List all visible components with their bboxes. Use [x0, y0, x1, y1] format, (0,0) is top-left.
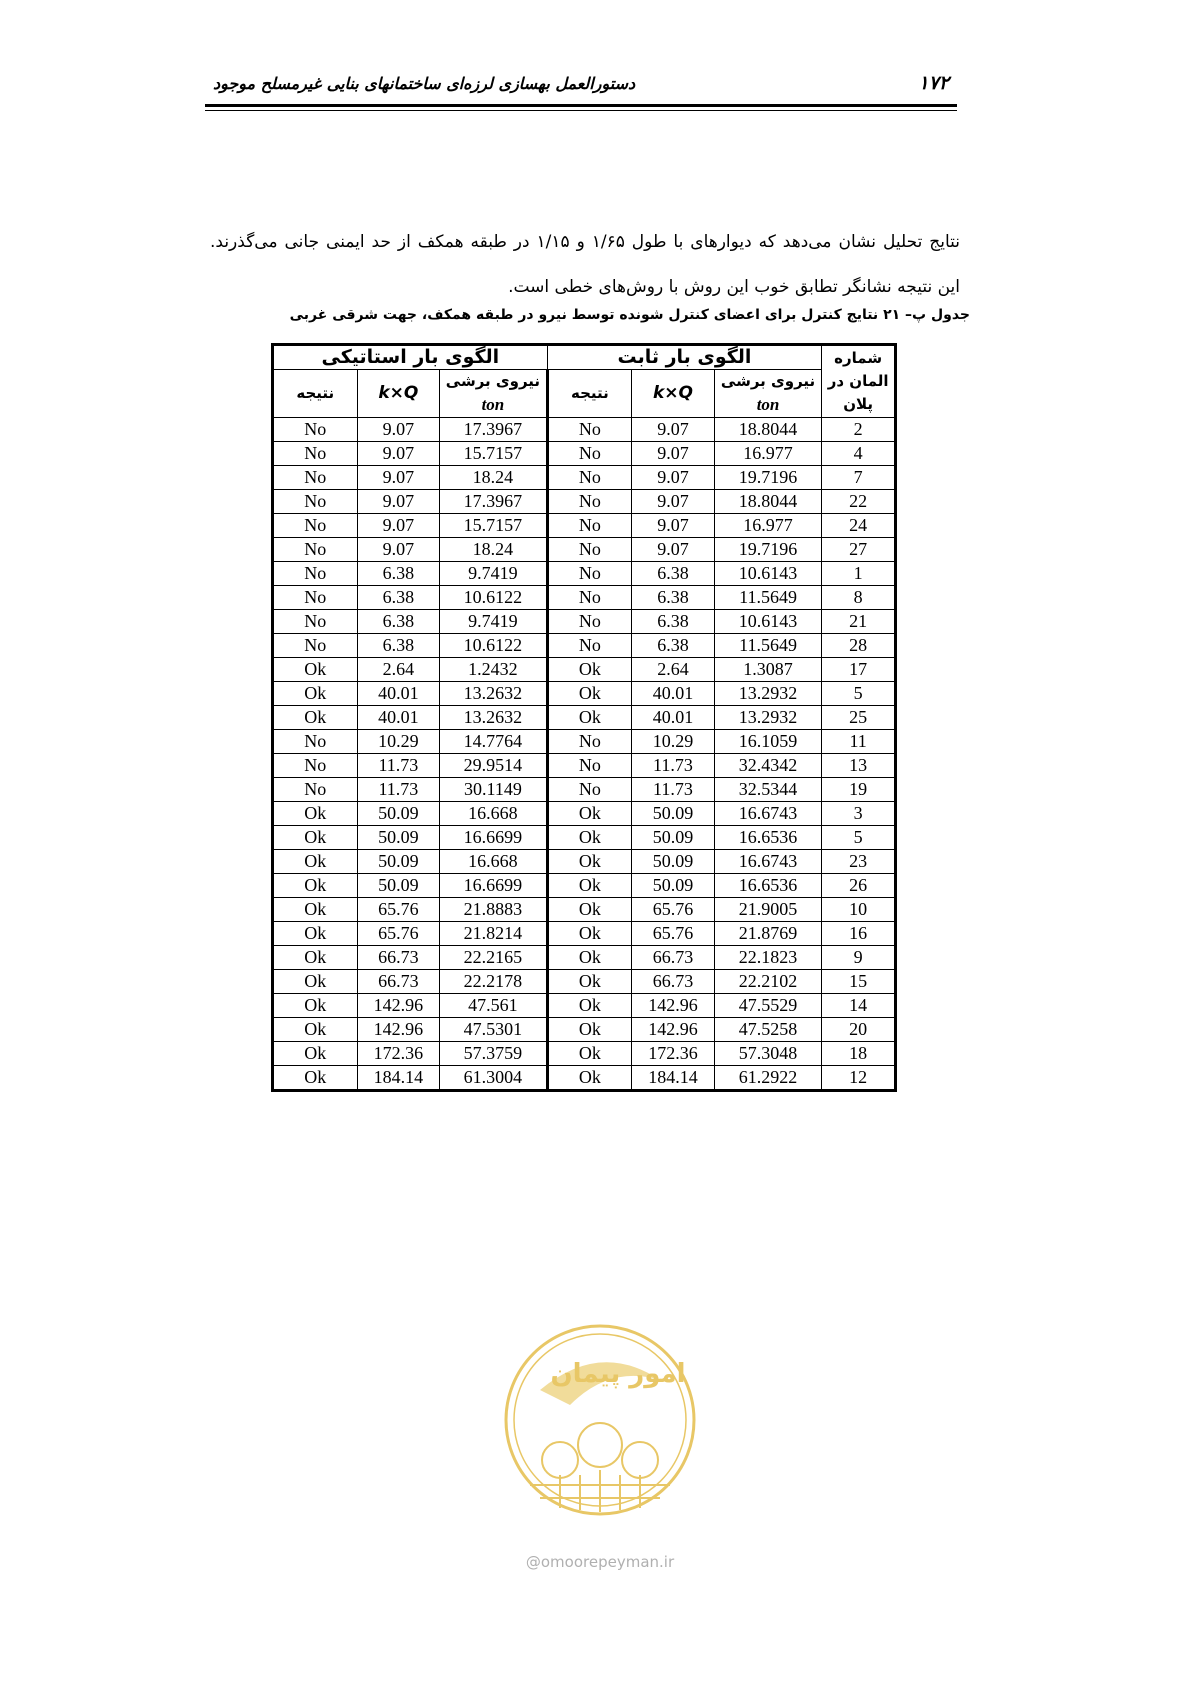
table-row	[273, 466, 896, 490]
fixed-result-cell: No	[547, 778, 632, 802]
element-number-cell: 23	[822, 850, 896, 874]
element-number-cell: 3	[822, 802, 896, 826]
static-shear-cell: 47.561	[440, 994, 547, 1018]
fixed-load-pattern-header: الگوی بار ثابت	[547, 345, 822, 370]
fixed-kq-cell: 50.09	[632, 802, 715, 826]
static-shear-cell: 22.2178	[440, 970, 547, 994]
static-result-header: نتیجه	[273, 370, 358, 418]
static-kq-cell: 2.64	[357, 658, 440, 682]
static-kq-cell: 11.73	[357, 754, 440, 778]
fixed-shear-cell: 18.8044	[714, 490, 821, 514]
table-row	[273, 442, 896, 466]
static-kq-cell: 10.29	[357, 730, 440, 754]
table-row	[273, 778, 896, 802]
fixed-kq-cell: 40.01	[632, 682, 715, 706]
fixed-kq-cell: 6.38	[632, 634, 715, 658]
static-shear-cell: 22.2165	[440, 946, 547, 970]
static-kq-cell: 40.01	[357, 706, 440, 730]
fixed-kq-cell: 142.96	[632, 1018, 715, 1042]
static-kq-cell: 6.38	[357, 562, 440, 586]
table-row	[273, 850, 896, 874]
static-result-cell: No	[273, 754, 358, 778]
element-number-cell: 22	[822, 490, 896, 514]
table-row	[273, 1066, 896, 1091]
fixed-result-cell: Ok	[547, 658, 632, 682]
table-row	[273, 490, 896, 514]
element-number-cell: 26	[822, 874, 896, 898]
fixed-kq-cell: 66.73	[632, 946, 715, 970]
static-kq-cell: 66.73	[357, 970, 440, 994]
element-number-cell: 5	[822, 682, 896, 706]
static-result-cell: Ok	[273, 706, 358, 730]
static-kq-cell: 9.07	[357, 442, 440, 466]
element-number-cell: 24	[822, 514, 896, 538]
static-shear-cell: 17.3967	[440, 490, 547, 514]
fixed-result-cell: Ok	[547, 1018, 632, 1042]
element-number-cell: 10	[822, 898, 896, 922]
fixed-shear-cell: 32.4342	[714, 754, 821, 778]
fixed-kq-cell: 172.36	[632, 1042, 715, 1066]
page-header	[205, 66, 957, 106]
fixed-shear-cell: 16.977	[714, 514, 821, 538]
fixed-result-cell: No	[547, 442, 632, 466]
table-caption: جدول پ– ۲۱ نتایج کنترل برای اعضای کنترل شونده توسط نیرو در طبقه همکف، جهت شرقی غربی	[289, 307, 970, 323]
shear-label: نیروی برشی	[445, 372, 541, 390]
fixed-shear-cell: 61.2922	[714, 1066, 821, 1091]
static-result-cell: No	[273, 418, 358, 442]
fixed-result-cell: No	[547, 514, 632, 538]
static-kq-cell: 6.38	[357, 634, 440, 658]
static-shear-cell: 18.24	[440, 538, 547, 562]
fixed-shear-cell: 11.5649	[714, 586, 821, 610]
static-shear-cell: 30.1149	[440, 778, 547, 802]
fixed-result-cell: Ok	[547, 850, 632, 874]
table-row	[273, 562, 896, 586]
table-row	[273, 802, 896, 826]
shear-label: نیروی برشی	[720, 372, 816, 390]
static-result-cell: Ok	[273, 898, 358, 922]
static-result-cell: Ok	[273, 874, 358, 898]
static-kq-cell: 172.36	[357, 1042, 440, 1066]
fixed-kq-cell: 66.73	[632, 970, 715, 994]
static-result-cell: Ok	[273, 658, 358, 682]
element-number-cell: 15	[822, 970, 896, 994]
fixed-shear-cell: 19.7196	[714, 466, 821, 490]
static-shear-cell: 21.8214	[440, 922, 547, 946]
static-kq-cell: 9.07	[357, 538, 440, 562]
fixed-shear-cell: 16.6743	[714, 850, 821, 874]
static-result-cell: Ok	[273, 922, 358, 946]
watermark-url: @omoorepeyman.ir	[525, 1553, 675, 1571]
fixed-result-cell: Ok	[547, 826, 632, 850]
element-number-cell: 20	[822, 1018, 896, 1042]
static-result-cell: Ok	[273, 1042, 358, 1066]
fixed-result-cell: No	[547, 466, 632, 490]
static-kq-cell: 9.07	[357, 466, 440, 490]
fixed-result-cell: Ok	[547, 706, 632, 730]
element-number-cell: 4	[822, 442, 896, 466]
table-row	[273, 586, 896, 610]
static-result-cell: Ok	[273, 994, 358, 1018]
fixed-kq-cell: 6.38	[632, 586, 715, 610]
static-result-cell: No	[273, 466, 358, 490]
omoore-peyman-logo	[500, 1320, 700, 1520]
element-number-cell: 17	[822, 658, 896, 682]
element-number-cell: 7	[822, 466, 896, 490]
fixed-result-cell: Ok	[547, 1066, 632, 1091]
static-shear-cell: 9.7419	[440, 610, 547, 634]
element-number-cell: 9	[822, 946, 896, 970]
element-number-cell: 12	[822, 1066, 896, 1091]
fixed-shear-cell: 16.6536	[714, 874, 821, 898]
fixed-result-cell: No	[547, 586, 632, 610]
fixed-result-cell: Ok	[547, 970, 632, 994]
fixed-kq-cell: 9.07	[632, 514, 715, 538]
fixed-kq-cell: 11.73	[632, 778, 715, 802]
static-load-pattern-header: الگوی بار استاتیکی	[273, 345, 548, 370]
fixed-shear-cell: 22.2102	[714, 970, 821, 994]
table-row	[273, 634, 896, 658]
element-number-cell: 11	[822, 730, 896, 754]
element-number-cell: 19	[822, 778, 896, 802]
fixed-shear-cell: 13.2932	[714, 682, 821, 706]
element-number-cell: 14	[822, 994, 896, 1018]
static-shear-cell: 16.668	[440, 802, 547, 826]
fixed-result-cell: Ok	[547, 802, 632, 826]
static-kq-cell: 50.09	[357, 826, 440, 850]
shear-unit: ton	[481, 395, 505, 414]
fixed-kq-cell: 184.14	[632, 1066, 715, 1091]
element-number-cell: 16	[822, 922, 896, 946]
table-row	[273, 706, 896, 730]
static-kq-cell: 50.09	[357, 874, 440, 898]
table-row	[273, 922, 896, 946]
fixed-kq-cell: 9.07	[632, 442, 715, 466]
static-shear-cell: 1.2432	[440, 658, 547, 682]
static-kq-cell: 9.07	[357, 490, 440, 514]
fixed-result-cell: No	[547, 538, 632, 562]
fixed-result-cell: No	[547, 610, 632, 634]
fixed-result-cell: No	[547, 634, 632, 658]
static-kq-cell: 65.76	[357, 922, 440, 946]
static-result-cell: No	[273, 634, 358, 658]
static-kq-cell: 6.38	[357, 610, 440, 634]
static-result-cell: No	[273, 490, 358, 514]
fixed-result-cell: No	[547, 562, 632, 586]
fixed-shear-cell: 21.8769	[714, 922, 821, 946]
static-result-cell: Ok	[273, 682, 358, 706]
fixed-shear-cell: 16.6743	[714, 802, 821, 826]
table-body	[273, 418, 896, 1091]
element-number-cell: 13	[822, 754, 896, 778]
table-row	[273, 994, 896, 1018]
fixed-kq-cell: 9.07	[632, 466, 715, 490]
fixed-result-cell: No	[547, 418, 632, 442]
static-shear-cell: 16.6699	[440, 826, 547, 850]
static-shear-cell: 10.6122	[440, 634, 547, 658]
static-result-cell: Ok	[273, 970, 358, 994]
static-shear-cell: 9.7419	[440, 562, 547, 586]
static-result-cell: No	[273, 562, 358, 586]
static-shear-cell: 15.7157	[440, 442, 547, 466]
table-row	[273, 730, 896, 754]
static-result-cell: No	[273, 610, 358, 634]
fixed-result-cell: Ok	[547, 1042, 632, 1066]
fixed-kq-cell: 142.96	[632, 994, 715, 1018]
static-shear-cell: 10.6122	[440, 586, 547, 610]
fixed-result-cell: Ok	[547, 994, 632, 1018]
static-shear-cell: 13.2632	[440, 682, 547, 706]
fixed-kq-cell: 6.38	[632, 610, 715, 634]
fixed-result-cell: Ok	[547, 682, 632, 706]
static-kq-cell: 50.09	[357, 802, 440, 826]
element-number-header: شماره المان در پلان	[822, 345, 896, 418]
static-result-cell: No	[273, 514, 358, 538]
static-kq-cell: 50.09	[357, 850, 440, 874]
fixed-shear-cell: 47.5258	[714, 1018, 821, 1042]
fixed-result-cell: No	[547, 490, 632, 514]
static-shear-cell: 57.3759	[440, 1042, 547, 1066]
fixed-result-cell: No	[547, 754, 632, 778]
static-kq-cell: 65.76	[357, 898, 440, 922]
logo-text: امور پیمان	[550, 1359, 686, 1389]
fixed-result-cell: Ok	[547, 874, 632, 898]
fixed-shear-cell: 32.5344	[714, 778, 821, 802]
static-shear-cell: 15.7157	[440, 514, 547, 538]
static-shear-cell: 16.6699	[440, 874, 547, 898]
fixed-kq-cell: 10.29	[632, 730, 715, 754]
fixed-shear-cell: 10.6143	[714, 562, 821, 586]
fixed-shear-cell: 16.977	[714, 442, 821, 466]
fixed-shear-header	[714, 370, 821, 418]
static-result-cell: No	[273, 538, 358, 562]
fixed-shear-cell: 10.6143	[714, 610, 821, 634]
fixed-kq-cell: 40.01	[632, 706, 715, 730]
static-shear-cell: 29.9514	[440, 754, 547, 778]
fixed-shear-cell: 16.6536	[714, 826, 821, 850]
table-row	[273, 418, 896, 442]
table-row	[273, 946, 896, 970]
static-kq-cell: 9.07	[357, 514, 440, 538]
table-row	[273, 682, 896, 706]
fixed-kq-cell: 65.76	[632, 922, 715, 946]
table-row	[273, 538, 896, 562]
static-kq-cell: 66.73	[357, 946, 440, 970]
element-number-cell: 8	[822, 586, 896, 610]
fixed-kq-header: k×Q	[632, 370, 715, 418]
element-number-cell: 25	[822, 706, 896, 730]
table-row	[273, 610, 896, 634]
table-row	[273, 1018, 896, 1042]
fixed-kq-cell: 9.07	[632, 490, 715, 514]
fixed-result-cell: Ok	[547, 946, 632, 970]
table-row	[273, 658, 896, 682]
static-shear-cell: 61.3004	[440, 1066, 547, 1091]
static-result-cell: Ok	[273, 802, 358, 826]
static-kq-cell: 142.96	[357, 994, 440, 1018]
fixed-kq-cell: 9.07	[632, 418, 715, 442]
table-row	[273, 898, 896, 922]
fixed-kq-cell: 6.38	[632, 562, 715, 586]
element-number-cell: 21	[822, 610, 896, 634]
static-kq-cell: 142.96	[357, 1018, 440, 1042]
static-shear-cell: 13.2632	[440, 706, 547, 730]
static-result-cell: No	[273, 586, 358, 610]
table-row	[273, 754, 896, 778]
fixed-shear-cell: 16.1059	[714, 730, 821, 754]
fixed-result-header: نتیجه	[547, 370, 632, 418]
static-shear-cell: 47.5301	[440, 1018, 547, 1042]
fixed-shear-cell: 47.5529	[714, 994, 821, 1018]
fixed-kq-cell: 2.64	[632, 658, 715, 682]
static-result-cell: No	[273, 730, 358, 754]
static-kq-header: k×Q	[357, 370, 440, 418]
shear-unit: ton	[756, 395, 780, 414]
static-result-cell: Ok	[273, 1066, 358, 1091]
fixed-shear-cell: 11.5649	[714, 634, 821, 658]
fixed-result-cell: No	[547, 730, 632, 754]
fixed-shear-cell: 22.1823	[714, 946, 821, 970]
static-shear-header	[440, 370, 547, 418]
header-rule-thick	[205, 104, 957, 107]
static-kq-cell: 184.14	[357, 1066, 440, 1091]
static-kq-cell: 11.73	[357, 778, 440, 802]
table-row	[273, 874, 896, 898]
static-result-cell: No	[273, 778, 358, 802]
fixed-kq-cell: 50.09	[632, 850, 715, 874]
static-shear-cell: 14.7764	[440, 730, 547, 754]
element-number-cell: 5	[822, 826, 896, 850]
fixed-result-cell: Ok	[547, 898, 632, 922]
table-row	[273, 514, 896, 538]
table-row	[273, 826, 896, 850]
fixed-shear-cell: 19.7196	[714, 538, 821, 562]
table-row	[273, 1042, 896, 1066]
static-shear-cell: 17.3967	[440, 418, 547, 442]
fixed-kq-cell: 65.76	[632, 898, 715, 922]
element-number-cell: 2	[822, 418, 896, 442]
fixed-shear-cell: 1.3087	[714, 658, 821, 682]
element-number-cell: 28	[822, 634, 896, 658]
fixed-kq-cell: 11.73	[632, 754, 715, 778]
element-number-cell: 18	[822, 1042, 896, 1066]
page-number: ۱۷۲	[918, 72, 949, 94]
static-shear-cell: 18.24	[440, 466, 547, 490]
static-kq-cell: 9.07	[357, 418, 440, 442]
static-kq-cell: 6.38	[357, 586, 440, 610]
fixed-shear-cell: 13.2932	[714, 706, 821, 730]
fixed-shear-cell: 21.9005	[714, 898, 821, 922]
static-kq-cell: 40.01	[357, 682, 440, 706]
fixed-shear-cell: 18.8044	[714, 418, 821, 442]
static-result-cell: Ok	[273, 826, 358, 850]
fixed-shear-cell: 57.3048	[714, 1042, 821, 1066]
header-rule-thin	[205, 110, 957, 111]
results-table	[271, 343, 897, 1092]
body-paragraph: نتایج تحلیل نشان می‌دهد که دیوارهای با طول ۱/۶۵ و ۱/۱۵ در طبقه همکف از حد ایمنی جانی می‌گذرند. این نتیجه نشانگر تطابق خوب این روش با روش‌های خطی است.	[210, 232, 960, 297]
static-result-cell: Ok	[273, 946, 358, 970]
static-result-cell: No	[273, 442, 358, 466]
element-number-cell: 27	[822, 538, 896, 562]
static-shear-cell: 16.668	[440, 850, 547, 874]
static-result-cell: Ok	[273, 1018, 358, 1042]
fixed-kq-cell: 50.09	[632, 826, 715, 850]
element-number-cell: 1	[822, 562, 896, 586]
table-row	[273, 970, 896, 994]
running-title: دستورالعمل بهسازی لرزه‌ای ساختمانهای بنایی غیرمسلح موجود	[213, 74, 636, 93]
fixed-result-cell: Ok	[547, 922, 632, 946]
fixed-kq-cell: 9.07	[632, 538, 715, 562]
fixed-kq-cell: 50.09	[632, 874, 715, 898]
static-shear-cell: 21.8883	[440, 898, 547, 922]
static-result-cell: Ok	[273, 850, 358, 874]
